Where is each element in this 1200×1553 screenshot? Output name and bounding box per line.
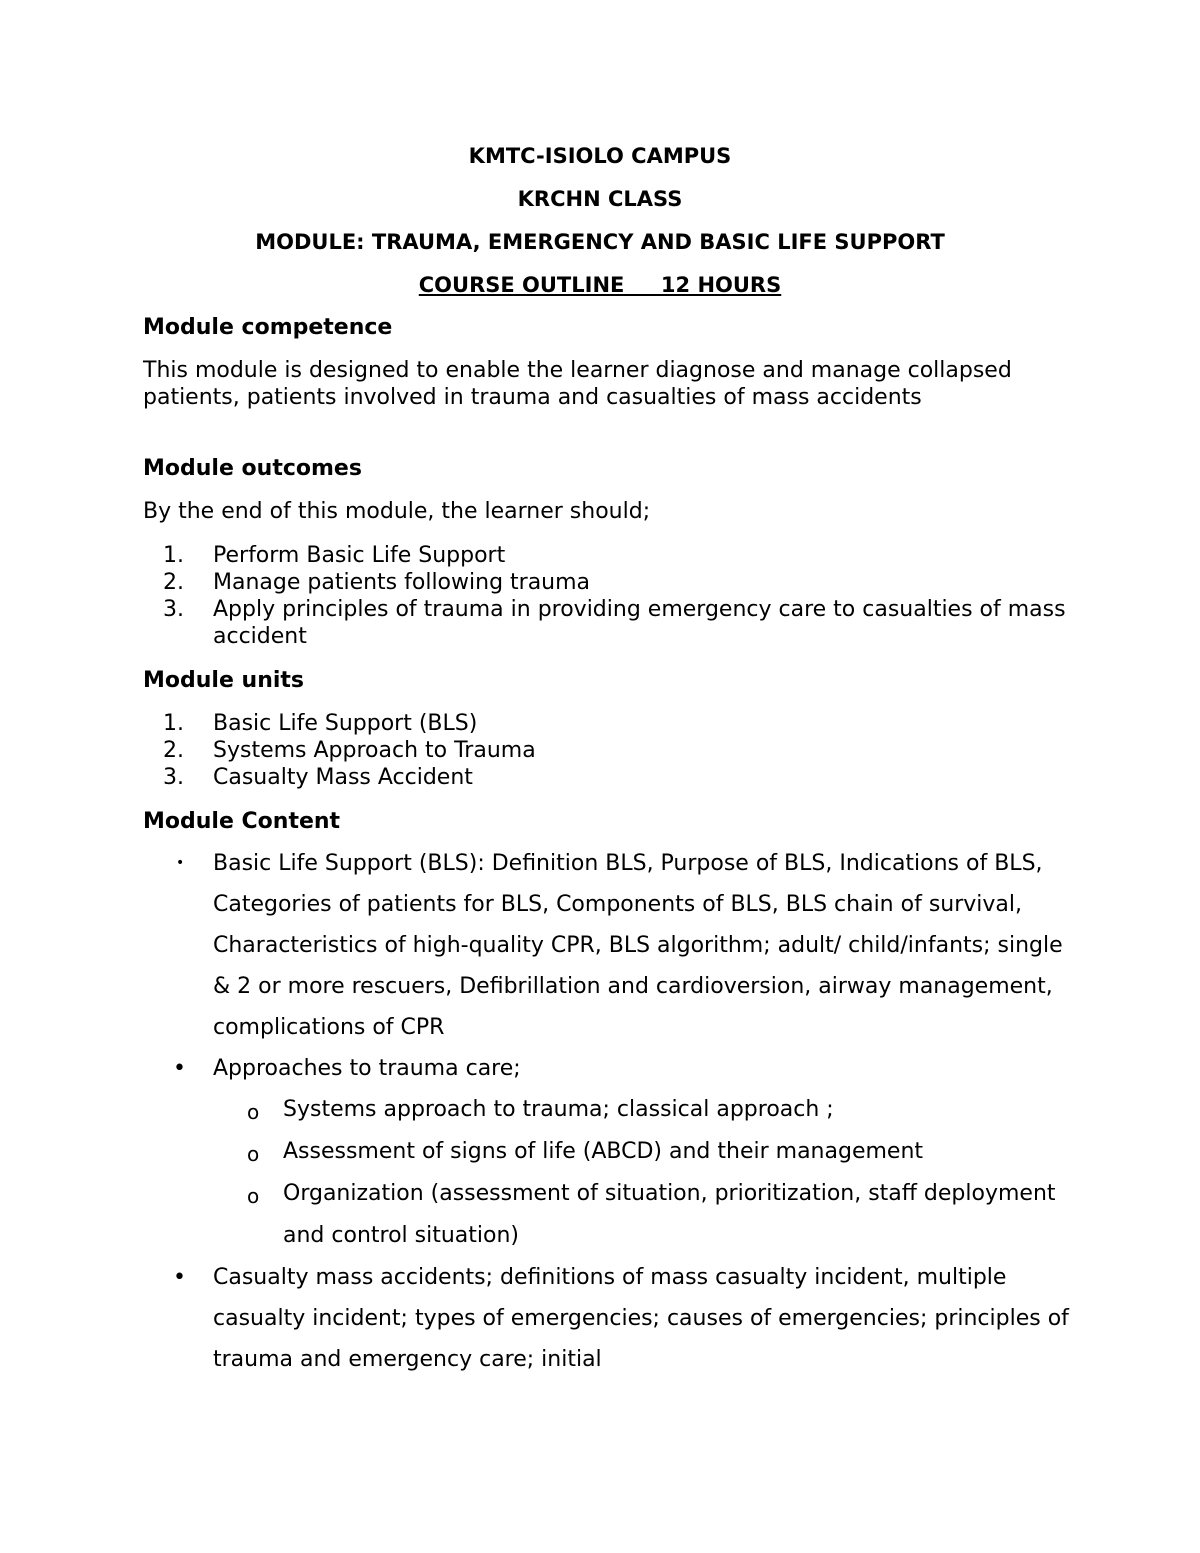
competence-heading: Module competence — [143, 315, 393, 340]
list-item-text: Manage patients following trauma — [213, 570, 591, 595]
list-number: 1. — [163, 543, 184, 568]
list-item-text: Casualty Mass Accident — [213, 765, 473, 790]
list-number: 1. — [163, 711, 184, 736]
sub-list-item — [143, 1131, 1083, 1173]
list-item-text: Basic Life Support (BLS) — [213, 711, 478, 736]
competence-text: This module is designed to enable the learner diagnose and manage collapsed patients, patients involved in trauma and casualties of mass accidents — [143, 358, 1012, 410]
list-item-text: Systems Approach to Trauma — [213, 738, 536, 763]
list-item-text: Casualty mass accidents; definitions of mass casualty incident, multiple casualty incident; types of emergencies; causes of emergencies; principles of trauma and emergency care; initial — [213, 1265, 1069, 1372]
list-item-text: Approaches to trauma care; — [213, 1056, 521, 1081]
list-number: 3. — [163, 765, 184, 790]
campus-title: KMTC-ISIOLO CAMPUS — [468, 144, 732, 168]
sub-list-item — [143, 1089, 1083, 1131]
outcomes-heading: Module outcomes — [143, 456, 362, 481]
bullet-icon: • — [173, 1265, 186, 1290]
list-item-text: Perform Basic Life Support — [213, 543, 506, 568]
bullet-icon: • — [173, 1056, 186, 1081]
list-item-text: Basic Life Support (BLS): Definition BLS, Purpose of BLS, Indications of BLS, Categories of patients for BLS, Components of BLS, BLS chain of survival, Characteristics of high-quality CPR, BLS algorithm; adult/ child/infants; single & 2 or more rescuers, Defibrillation and cardioversion, airway management, complications of CPR — [213, 851, 1063, 1040]
outcomes-intro: By the end of this module, the learner should; — [143, 499, 651, 524]
sub-bullet-icon: o — [247, 1100, 260, 1124]
list-item — [143, 542, 1083, 569]
sub-list-item-text: Systems approach to trauma; classical approach ; — [283, 1097, 834, 1122]
sub-bullet-icon: o — [247, 1142, 260, 1166]
content-list — [143, 843, 1083, 1380]
list-item — [143, 596, 1083, 650]
content-heading: Module Content — [143, 809, 341, 834]
list-item — [143, 1257, 1083, 1380]
sub-list-item-text: Assessment of signs of life (ABCD) and their management — [283, 1139, 924, 1164]
course-outline-title — [0, 272, 1200, 298]
units-heading: Module units — [143, 668, 305, 693]
sub-list-item-text: Organization (assessment of situation, prioritization, staff deployment and control situation) — [283, 1181, 1056, 1248]
module-title: MODULE: TRAUMA, EMERGENCY AND BASIC LIFE SUPPORT — [255, 230, 945, 254]
list-number: 2. — [163, 738, 184, 763]
sub-list-item — [143, 1173, 1083, 1257]
list-item — [143, 843, 1083, 1048]
list-item — [143, 764, 1083, 791]
list-item — [143, 1048, 1083, 1257]
course-outline-label: COURSE OUTLINE 12 HOURS — [418, 273, 782, 297]
outcomes-list — [143, 542, 1083, 650]
list-number: 3. — [163, 597, 184, 622]
sub-list — [143, 1089, 1083, 1257]
list-item — [143, 710, 1083, 737]
class-title: KRCHN CLASS — [517, 187, 683, 211]
list-item — [143, 737, 1083, 764]
units-list — [143, 710, 1083, 791]
list-item-text: Apply principles of trauma in providing emergency care to casualties of mass accident — [213, 597, 1066, 649]
list-number: 2. — [163, 570, 184, 595]
list-item — [143, 569, 1083, 596]
bullet-icon: • — [176, 855, 185, 871]
sub-bullet-icon: o — [247, 1184, 260, 1208]
